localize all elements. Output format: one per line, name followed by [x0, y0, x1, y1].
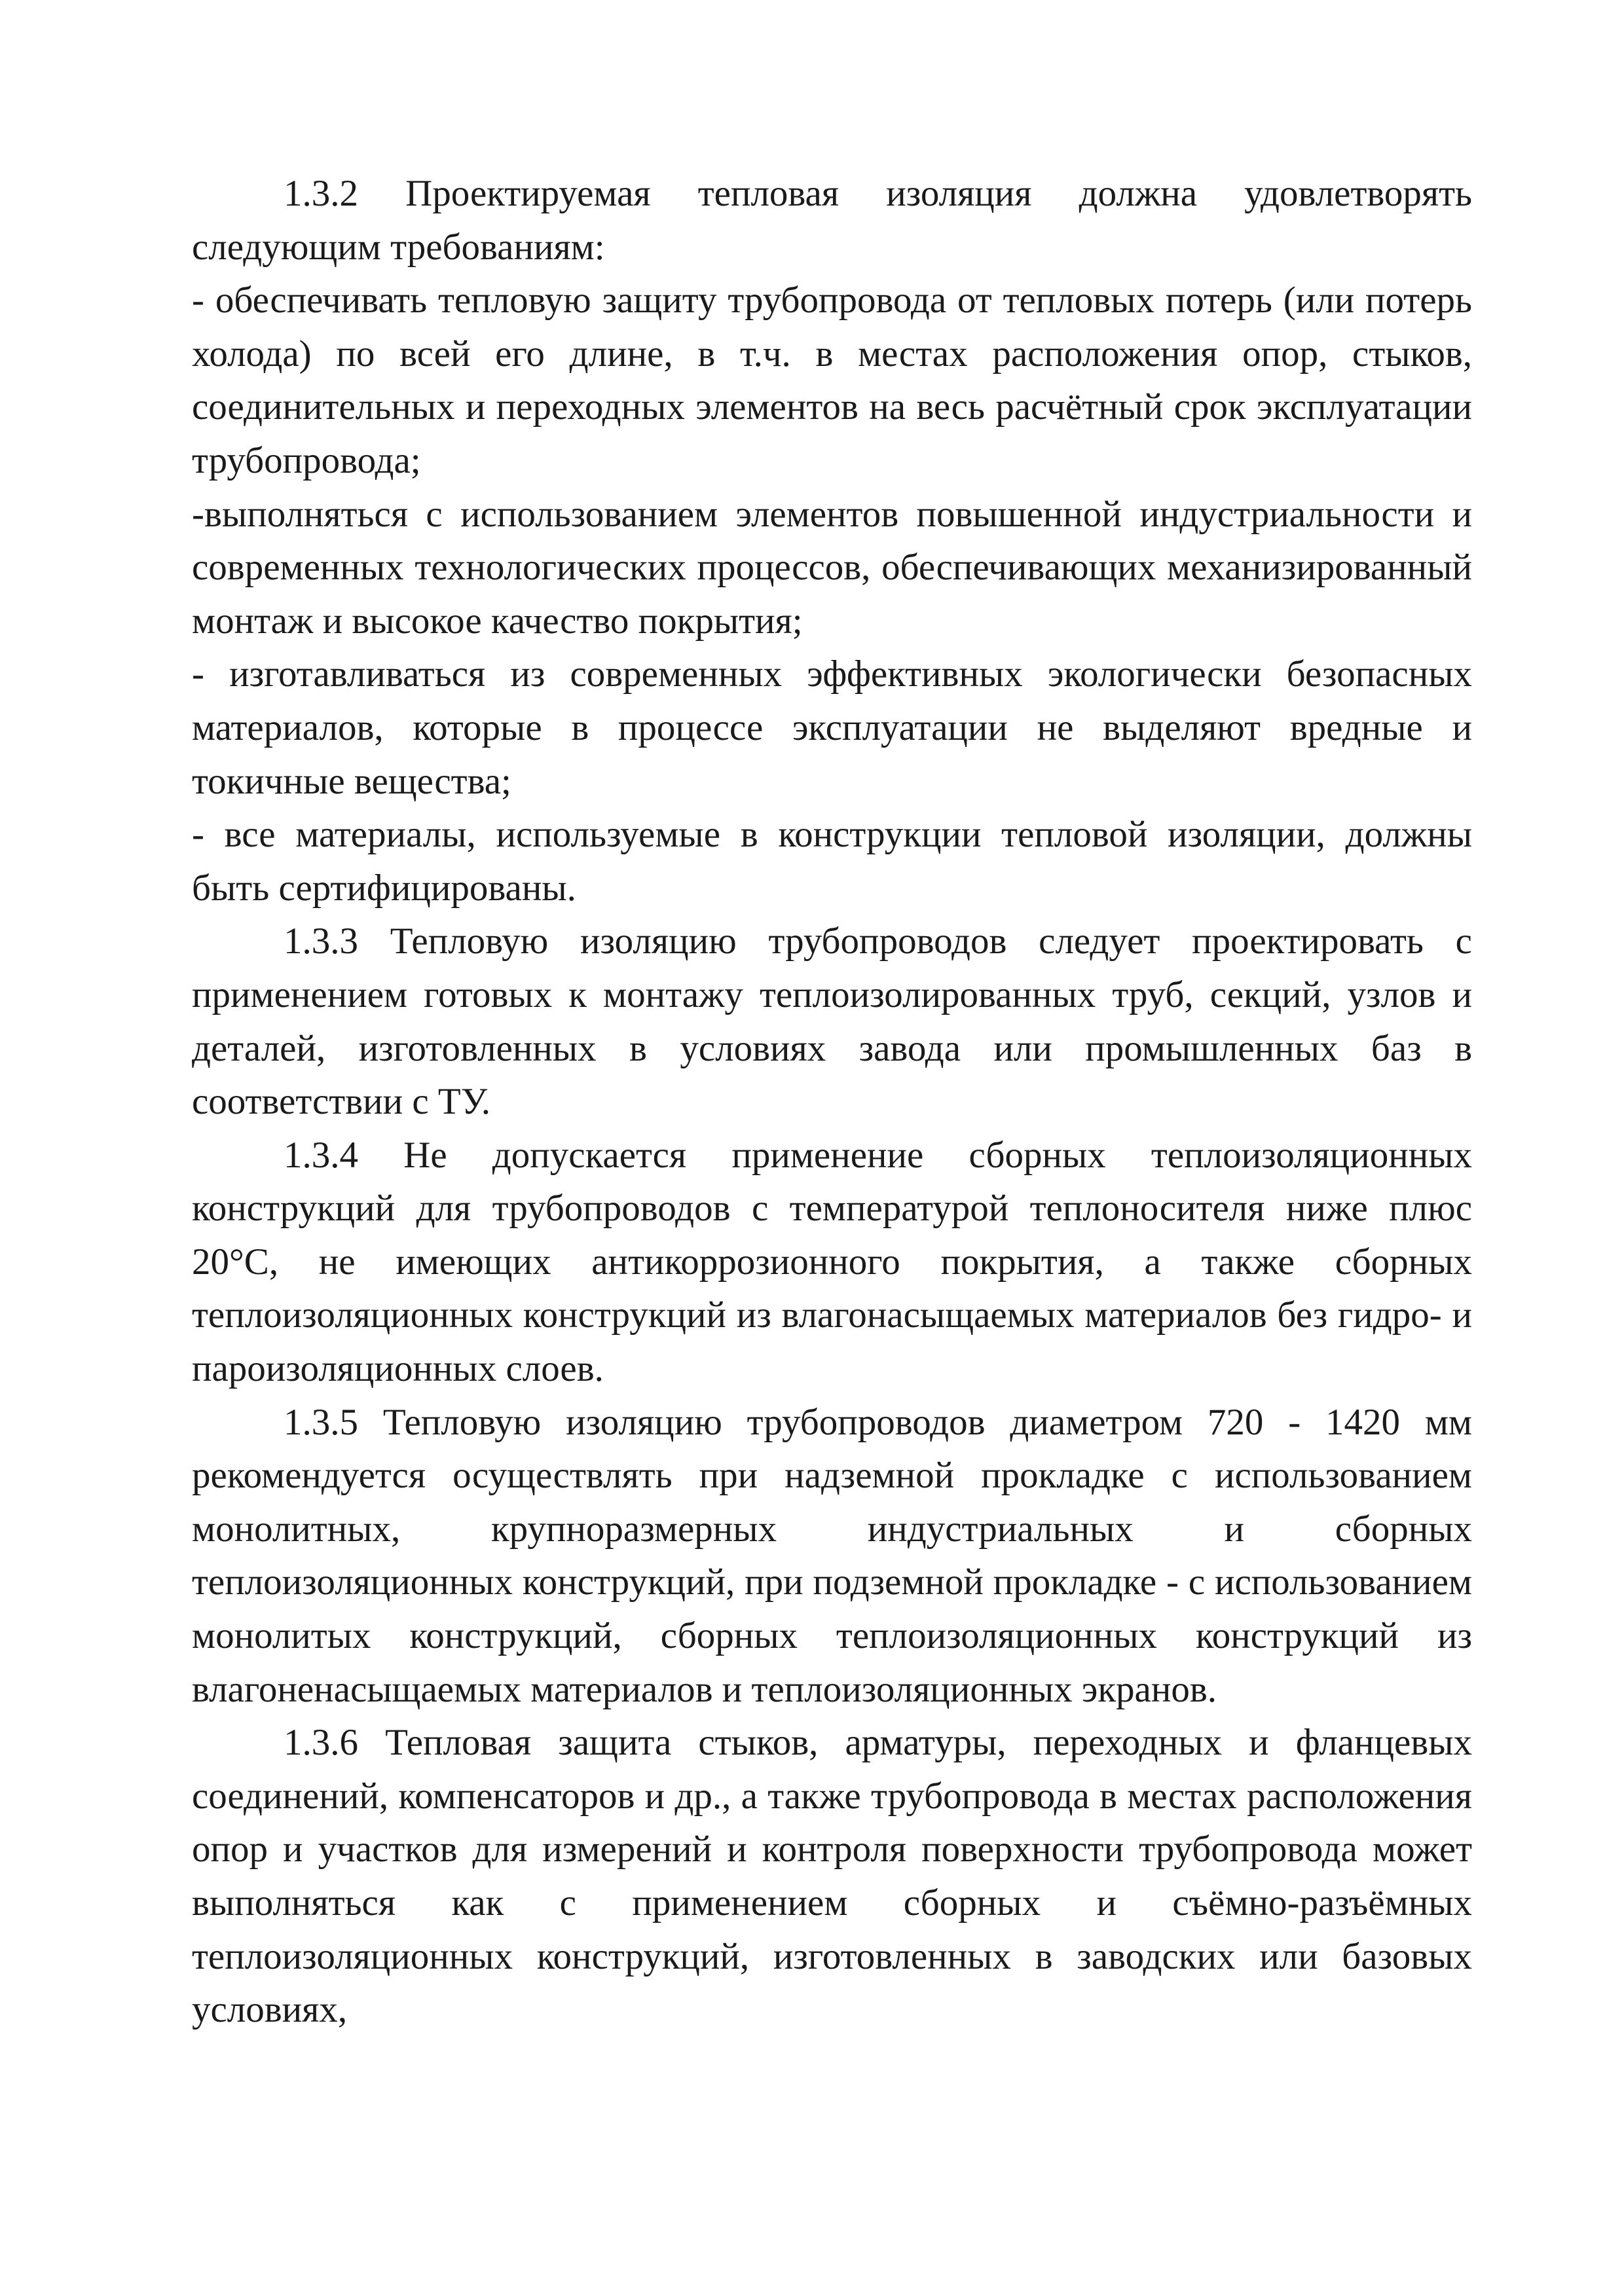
- paragraph-1-3-2: 1.3.2 Проектируемая тепловая изоляция должна удовлетворять следующим требованиям:: [192, 173, 1472, 268]
- requirement-certification: - все материалы, используемые в конструкции тепловой изоляции, должны быть сертифицированы.: [192, 814, 1472, 909]
- paragraph-1-3-6: 1.3.6 Тепловая защита стыков, арматуры, переходных и фланцевых соединений, компенсаторов и др., а также трубопровода в местах расположения опор и участков для измерений и контроля поверхности трубопровода может выполняться как с применением сборных и съёмно-разъёмных теплоизоляционных конструкций, изготовленных в заводских или базовых условиях,: [192, 1722, 1472, 2031]
- paragraph-1-3-4: 1.3.4 Не допускается применение сборных теплоизоляционных конструкций для трубопроводов с температурой теплоносителя ниже плюс 20°С, не имеющих антикоррозионного покрытия, а также сборных теплоизоляционных конструкций из влагонасыщаемых материалов без гидро- и пароизоляционных слоев.: [192, 1134, 1472, 1390]
- requirement-industrial-elements: -выполняться с использованием элементов повышенной индустриальности и современных технологических процессов, обеспечивающих механизированный монтаж и высокое качество покрытия;: [192, 493, 1472, 642]
- requirement-eco-materials: - изготавливаться из современных эффективных экологически безопасных материалов, которые в процессе эксплуатации не выделяют вредные и токичные вещества;: [192, 653, 1472, 802]
- paragraph-1-3-3: 1.3.3 Тепловую изоляцию трубопроводов следует проектировать с применением готовых к монтажу теплоизолированных труб, секций, узлов и деталей, изготовленных в условиях завода или промышленных баз в соответствии с ТУ.: [192, 920, 1472, 1123]
- document-body: [192, 167, 1472, 2037]
- paragraph-1-3-5: 1.3.5 Тепловую изоляцию трубопроводов диаметром 720 - 1420 мм рекомендуется осуществлять при надземной прокладке с использованием монолитных, крупноразмерных индустриальных и сборных теплоизоляционных конструкций, при подземной прокладке - с использованием монолитых конструкций, сборных теплоизоляционных конструкций из влагоненасыщаемых материалов и теплоизоляционных экранов.: [192, 1401, 1472, 1710]
- requirement-thermal-protection: - обеспечивать тепловую защиту трубопровода от тепловых потерь (или потерь холода) по всей его длине, в т.ч. в местах расположения опор, стыков, соединительных и переходных элементов на весь расчётный срок эксплуатации трубопровода;: [192, 280, 1472, 481]
